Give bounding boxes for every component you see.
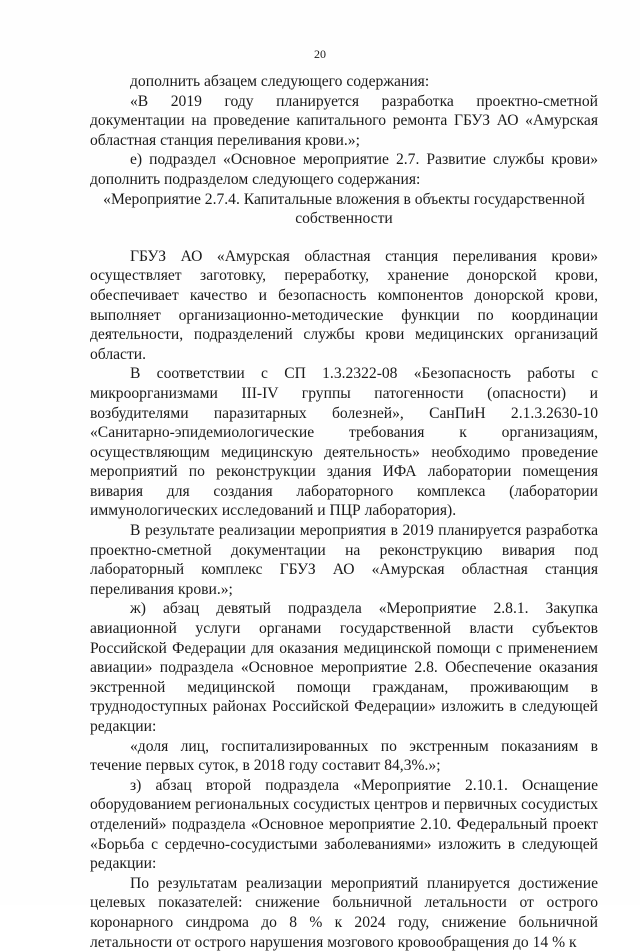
paragraph: По результатам реализации мероприятий планируется достижение целевых показателей: снижение больничной летальности от острого коронарного синдрома до 8 % к 2024 году, снижение больничной летальности от острого нарушения мозгового кровообращения до 14 % к: [90, 874, 598, 951]
paragraph: «доля лиц, госпитализированных по экстренным показаниям в течение первых суток, в 2018 году составит 84,3%.»;: [90, 737, 598, 775]
spacer: [90, 229, 598, 247]
paragraph: ж) абзац девятый подраздела «Мероприятие 2.8.1. Закупка авиационной услуги органами государственной власти субъектов Российской Федерации для оказания медицинской помощи с применением авиации» подраздела «Основное мероприятие 2.8. Обеспечение оказания экстренной медицинской помощи гражданам, проживающим в труднодоступных районах Российской Федерации» изложить в следующей редакции:: [90, 600, 598, 735]
paragraph: ГБУЗ АО «Амурская областная станция переливания крови» осуществляет заготовку, переработку, хранение донорской крови, обеспечивает качество и безопасность компонентов донорской крови, выполняет организационно-методические функции по координации деятельности, подразделений службы крови медицинских организаций области.: [90, 247, 598, 363]
document-body: [90, 72, 598, 952]
paragraph: В результате реализации мероприятия в 2019 планируется разработка проектно-сметной документации на реконструкцию вивария под лабораторный комплекс ГБУЗ АО «Амурская областная станция переливания крови.»;: [90, 522, 598, 598]
paragraph: е) подраздел «Основное мероприятие 2.7. Развитие службы крови» дополнить подразделом следующего содержания:: [90, 151, 598, 188]
page-number: 20: [314, 47, 326, 61]
paragraph: дополнить абзацем следующего содержания:: [130, 73, 430, 90]
paragraph: «В 2019 году планируется разработка проектно-сметной документации на проведение капитального ремонта ГБУЗ АО «Амурская областная станция переливания крови.»;: [90, 92, 598, 149]
section-heading: «Мероприятие 2.7.4. Капитальные вложения в объекты государственной собственности: [103, 190, 585, 228]
paragraph: з) абзац второй подраздела «Мероприятие 2.10.1. Оснащение оборудованием региональных сосудистых центров и первичных сосудистых отделений» подраздела «Основное мероприятие 2.10. Федеральный проект «Борьба с сердечно-сосудистыми заболеваниями» изложить в следующей редакции:: [90, 776, 598, 873]
paragraph: В соответствии с СП 1.3.2322-08 «Безопасность работы с микроорганизмами III-IV группы патогенности (опасности) и возбудителями паразитарных болезней», СанПиН 2.1.3.2630-10 «Санитарно-эпидемиологические требования к организациям, осуществляющим медицинскую деятельность» необходимо проведение мероприятий по реконструкции здания ИФА лаборатории помещения вивария для создания лабораторного комплекса (лаборатории иммунологических исследований и ПЦР лаборатория).: [90, 365, 598, 520]
